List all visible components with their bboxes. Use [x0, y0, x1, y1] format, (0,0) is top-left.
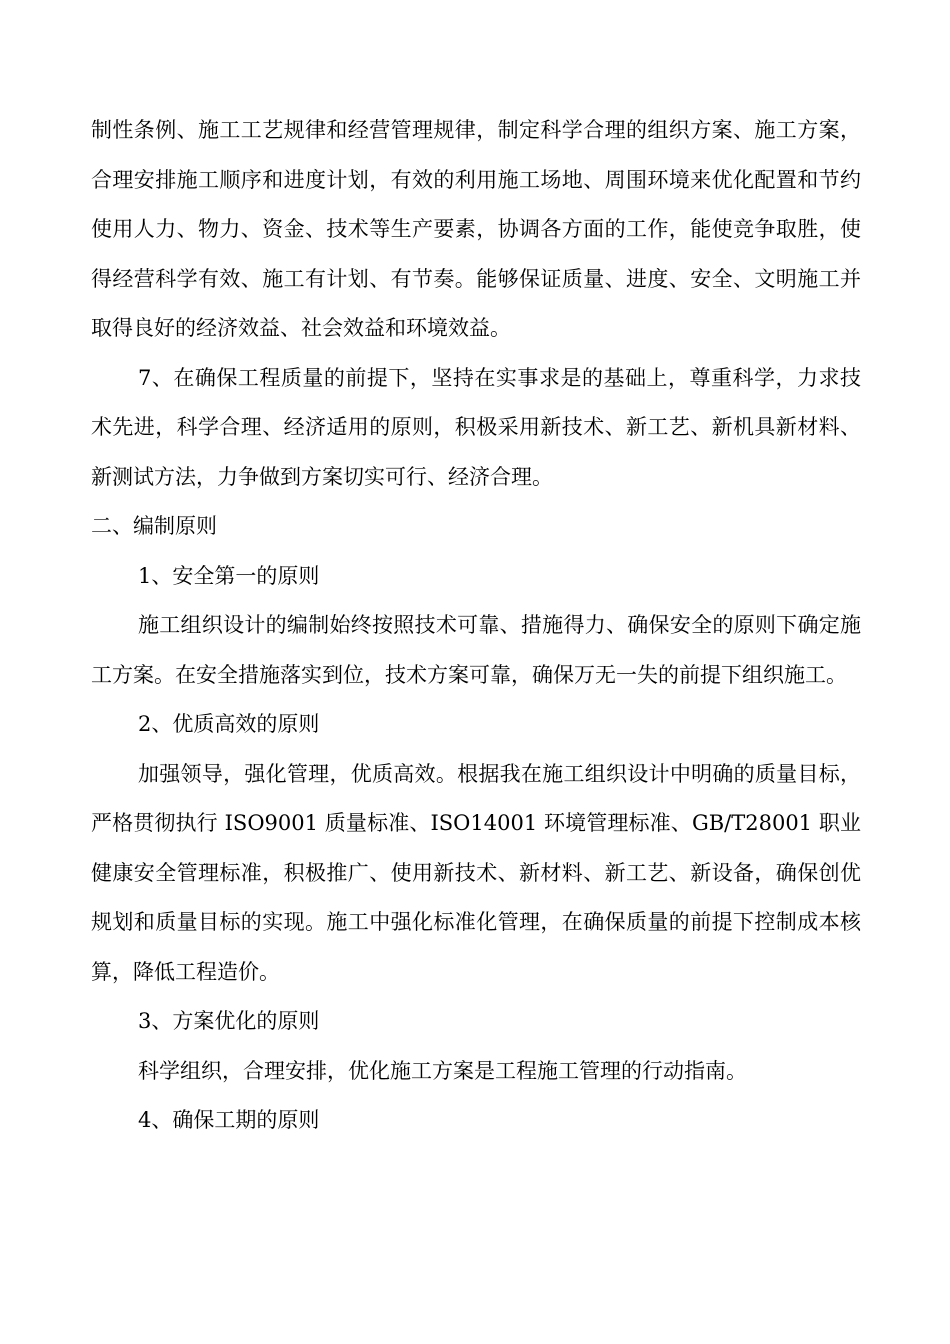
document-body: [91, 106, 861, 1146]
principle-heading-plan-optimization: 3、方案优化的原则: [138, 1009, 320, 1033]
principle-heading-quality-efficiency: 2、优质高效的原则: [138, 712, 320, 736]
principle-heading-safety-first: 1、安全第一的原则: [138, 563, 320, 588]
paragraph-item-7: 7、在确保工程质量的前提下，坚持在实事求是的基础上，尊重科学，力求技术先进，科学合理、经济适用的原则，积极采用新技术、新工艺、新机具新材料、新测试方法，力争做到方案切实可行、经济合理。: [91, 365, 861, 489]
principle-body-quality-efficiency: 加强领导，强化管理，优质高效。根据我在施工组织设计中明确的质量目标，严格贯彻执行 ISO9001 质量标准、ISO14001 环境管理标准、GB/T28001 职业健康安全管理标准，积极推广、使用新技术、新材料、新工艺、新设备，确保创优规划和质量目标的实现。施工中强化标准化管理，在确保质量的前提下控制成本核算，降低工程造价。: [91, 761, 861, 984]
principle-body-plan-optimization: 科学组织，合理安排，优化施工方案是工程施工管理的行动指南。: [138, 1058, 747, 1083]
paragraph-intro-continuation: 制性条例、施工工艺规律和经营管理规律，制定科学合理的组织方案、施工方案，合理安排施工顺序和进度计划，有效的利用施工场地、周围环境来优化配置和节约使用人力、物力、资金、技术等生产要素，协调各方面的工作，能使竞争取胜，使得经营科学有效、施工有计划、有节奏。能够保证质量、进度、安全、文明施工并取得良好的经济效益、社会效益和环境效益。: [91, 118, 861, 340]
principle-body-safety-first: 施工组织设计的编制始终按照技术可靠、措施得力、确保安全的原则下确定施工方案。在安全措施落实到位，技术方案可靠，确保万无一失的前提下组织施工。: [91, 613, 861, 687]
principle-heading-schedule-assurance: 4、确保工期的原则: [138, 1108, 320, 1132]
section-heading-compilation-principles: 二、编制原则: [91, 514, 217, 538]
